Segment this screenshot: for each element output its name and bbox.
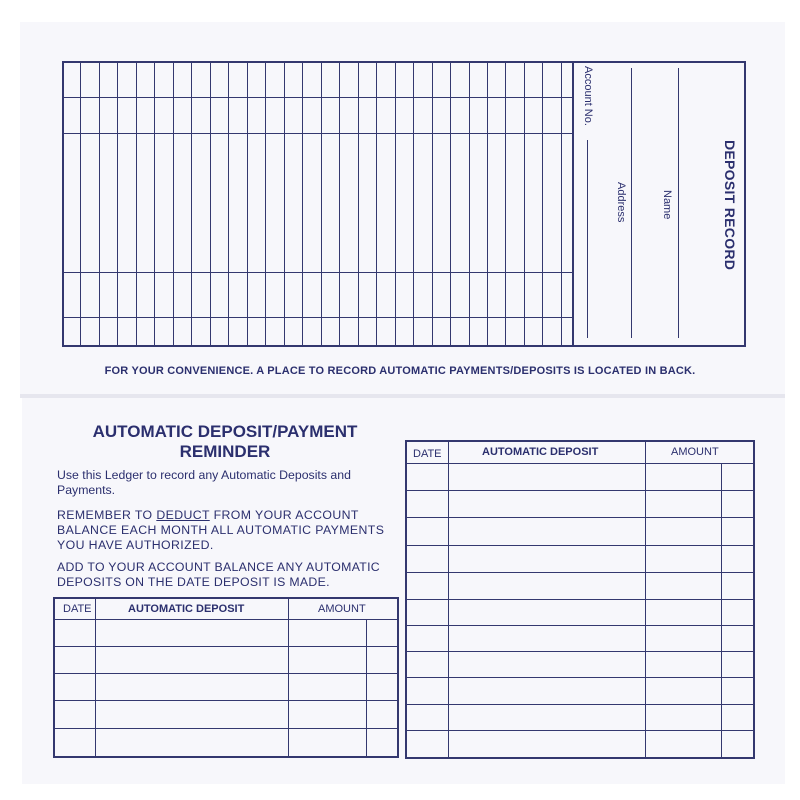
deposit-grid-column-line bbox=[228, 61, 229, 345]
name-label: Name bbox=[661, 190, 673, 220]
deposit-grid-column-line bbox=[321, 61, 322, 345]
deposit-grid-row-line bbox=[62, 272, 572, 273]
reminder-deduct-suffix: FROM YOUR ACCOUNT BALANCE EACH MONTH ALL AUTOMATIC PAYMENTS YOU HAVE AUTHORIZED. bbox=[57, 508, 385, 552]
deposit-grid-column-line bbox=[99, 61, 100, 345]
deposit-grid-column-line bbox=[395, 61, 396, 345]
large-ledger-date-header: DATE bbox=[413, 448, 442, 460]
large-ledger-row-line bbox=[405, 651, 753, 652]
small-ledger-border-bottom bbox=[53, 756, 399, 758]
large-ledger-description-header: AUTOMATIC DEPOSIT bbox=[482, 446, 599, 458]
deposit-grid-column-line bbox=[265, 61, 266, 345]
large-ledger-row-line bbox=[405, 625, 753, 626]
deposit-grid-column-line bbox=[432, 61, 433, 345]
deposit-grid-column-line bbox=[210, 61, 211, 345]
deposit-grid-column-line bbox=[376, 61, 377, 345]
deposit-grid-border-bottom bbox=[62, 345, 744, 347]
deposit-grid-column-line bbox=[505, 61, 506, 345]
small-ledger-row-line bbox=[53, 646, 397, 647]
large-ledger-row-line bbox=[405, 545, 753, 546]
small-ledger-border-right bbox=[397, 597, 399, 756]
small-ledger-date-header: DATE bbox=[63, 603, 92, 615]
deposit-grid-column-line bbox=[469, 61, 470, 345]
small-ledger-amount-column-line bbox=[288, 597, 289, 756]
deposit-grid-row-line bbox=[62, 97, 572, 98]
reminder-deduct-prefix: REMEMBER TO bbox=[57, 508, 157, 522]
small-ledger-cents-column-line bbox=[366, 619, 367, 756]
deposit-grid-column-line bbox=[191, 61, 192, 345]
deposit-grid-column-line bbox=[284, 61, 285, 345]
small-ledger-description-header: AUTOMATIC DEPOSIT bbox=[128, 603, 245, 615]
reminder-title-line2: REMINDER bbox=[179, 442, 271, 461]
deposit-grid-column-line bbox=[524, 61, 525, 345]
account-number-label: Account No. bbox=[582, 66, 594, 126]
deposit-grid-border-left bbox=[62, 61, 64, 347]
deposit-record-title: DEPOSIT RECORD bbox=[722, 140, 738, 271]
small-ledger-row-line bbox=[53, 728, 397, 729]
large-ledger-row-line bbox=[405, 517, 753, 518]
deposit-grid-column-line bbox=[247, 61, 248, 345]
large-ledger-cents-column-line bbox=[721, 463, 722, 757]
large-ledger-border-bottom bbox=[405, 757, 755, 759]
large-ledger-row-line bbox=[405, 677, 753, 678]
deposit-grid-column-line bbox=[154, 61, 155, 345]
small-ledger-border-left bbox=[53, 597, 55, 756]
small-ledger-border-top bbox=[53, 597, 397, 599]
large-ledger-row-line bbox=[405, 730, 753, 731]
reminder-add: ADD TO YOUR ACCOUNT BALANCE ANY AUTOMATIC DEPOSITS ON THE DATE DEPOSIT IS MADE. bbox=[57, 560, 380, 589]
large-ledger-amount-header: AMOUNT bbox=[671, 446, 719, 458]
large-ledger-amount-column-line bbox=[645, 440, 646, 757]
large-ledger-border-right bbox=[753, 440, 755, 757]
large-ledger-border-top bbox=[405, 440, 753, 442]
large-ledger-row-line bbox=[405, 463, 753, 464]
small-ledger-date-column-line bbox=[95, 597, 96, 756]
deposit-grid-column-line bbox=[117, 61, 118, 345]
name-fill-line bbox=[678, 68, 679, 338]
small-ledger-row-line bbox=[53, 619, 397, 620]
convenience-notice: FOR YOUR CONVENIENCE. A PLACE TO RECORD AUTOMATIC PAYMENTS/DEPOSITS IS LOCATED IN BACK. bbox=[104, 365, 696, 377]
deposit-grid-column-line bbox=[173, 61, 174, 345]
deposit-grid-border-top bbox=[62, 61, 744, 63]
deposit-grid-column-line bbox=[413, 61, 414, 345]
account-number-fill-line bbox=[587, 140, 588, 338]
deposit-grid-column-line bbox=[450, 61, 451, 345]
reminder-title-line1: AUTOMATIC DEPOSIT/PAYMENT bbox=[92, 422, 358, 441]
address-fill-line bbox=[631, 68, 632, 338]
large-ledger-date-column-line bbox=[448, 440, 449, 757]
deposit-grid-column-line bbox=[358, 61, 359, 345]
small-ledger-row-line bbox=[53, 673, 397, 674]
large-ledger-row-line bbox=[405, 704, 753, 705]
large-ledger-row-line bbox=[405, 490, 753, 491]
reminder-deduct-word: DEDUCT bbox=[156, 508, 210, 522]
large-ledger-row-line bbox=[405, 599, 753, 600]
deposit-grid-column-line bbox=[339, 61, 340, 345]
deposit-grid-column-line bbox=[487, 61, 488, 345]
large-ledger-row-line bbox=[405, 572, 753, 573]
deposit-grid-column-line bbox=[542, 61, 543, 345]
reminder-intro: Use this Ledger to record any Automatic Deposits and Payments. bbox=[57, 468, 351, 497]
deposit-grid-column-line bbox=[80, 61, 81, 345]
deposit-grid-column-line bbox=[302, 61, 303, 345]
deposit-grid-info-divider bbox=[572, 61, 574, 345]
deposit-grid-border-right bbox=[744, 61, 746, 347]
reminder-title bbox=[60, 422, 390, 462]
small-ledger-row-line bbox=[53, 700, 397, 701]
deposit-grid-column-line bbox=[136, 61, 137, 345]
small-ledger-amount-header: AMOUNT bbox=[318, 603, 366, 615]
address-label: Address bbox=[615, 182, 627, 223]
deposit-grid-column-line bbox=[561, 61, 562, 345]
reminder-deduct bbox=[57, 508, 397, 553]
deposit-grid-row-line bbox=[62, 317, 572, 318]
deposit-grid-row-line bbox=[62, 133, 572, 134]
